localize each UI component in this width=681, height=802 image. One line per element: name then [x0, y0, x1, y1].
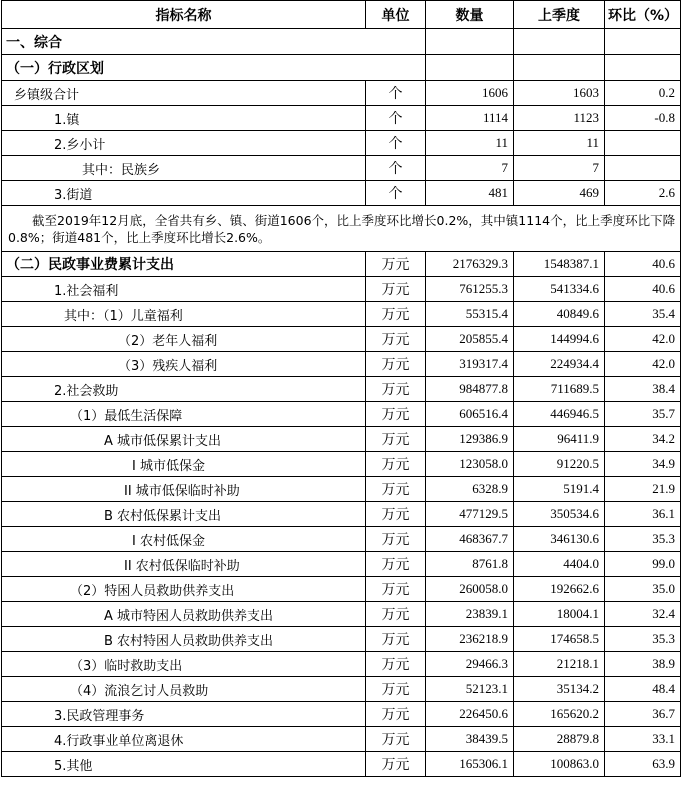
row-name: 其中：（1）儿童福利 [2, 302, 366, 327]
row-qty: 6328.9 [426, 477, 514, 502]
row-ratio: 48.4 [605, 677, 681, 702]
row-prev: 469 [514, 181, 605, 206]
row-qty: 55315.4 [426, 302, 514, 327]
section-title: （二）民政事业费累计支出 [2, 252, 366, 277]
row-name: II 城市低保临时补助 [2, 477, 366, 502]
row-ratio: 2.6 [605, 181, 681, 206]
row-name: B 农村低保累计支出 [2, 502, 366, 527]
row-ratio: 35.3 [605, 527, 681, 552]
row-qty: 123058.0 [426, 452, 514, 477]
row-name: （2）老年人福利 [2, 327, 366, 352]
header-qty: 数量 [426, 1, 514, 29]
row-prev: 5191.4 [514, 477, 605, 502]
table-row [2, 727, 681, 752]
row-qty: 2176329.3 [426, 252, 514, 277]
row-ratio: -0.8 [605, 106, 681, 131]
row-name: 其中：民族乡 [2, 156, 366, 181]
row-name: （2）特困人员救助供养支出 [2, 577, 366, 602]
row-unit: 个 [366, 106, 426, 131]
table-row [2, 427, 681, 452]
table-row [2, 752, 681, 777]
table-row [2, 302, 681, 327]
row-unit: 万元 [366, 627, 426, 652]
row-prev: 541334.6 [514, 277, 605, 302]
table-row [2, 131, 681, 156]
row-prev: 1123 [514, 106, 605, 131]
row-name: 1.镇 [2, 106, 366, 131]
row-ratio: 63.9 [605, 752, 681, 777]
row-ratio: 36.7 [605, 702, 681, 727]
row-name: A 城市低保累计支出 [2, 427, 366, 452]
row-unit: 万元 [366, 552, 426, 577]
note-row [2, 206, 681, 252]
row-qty: 29466.3 [426, 652, 514, 677]
row-name: I 农村低保金 [2, 527, 366, 552]
row-qty: 984877.8 [426, 377, 514, 402]
row-qty: 11 [426, 131, 514, 156]
row-unit: 万元 [366, 477, 426, 502]
row-ratio: 34.9 [605, 452, 681, 477]
row-name: （4）流浪乞讨人员救助 [2, 677, 366, 702]
row-unit: 万元 [366, 727, 426, 752]
table-row [2, 377, 681, 402]
row-unit: 个 [366, 156, 426, 181]
row-unit: 个 [366, 81, 426, 106]
table-row [2, 156, 681, 181]
row-name: 3.街道 [2, 181, 366, 206]
table-row [2, 181, 681, 206]
row-prev: 96411.9 [514, 427, 605, 452]
table-row [2, 327, 681, 352]
row-unit: 万元 [366, 277, 426, 302]
table-row [2, 602, 681, 627]
row-qty: 8761.8 [426, 552, 514, 577]
row-name: 4.行政事业单位离退休 [2, 727, 366, 752]
row-name: （3）残疾人福利 [2, 352, 366, 377]
row-unit: 万元 [366, 252, 426, 277]
row-ratio: 35.7 [605, 402, 681, 427]
row-name: II 农村低保临时补助 [2, 552, 366, 577]
row-name: 2.社会救助 [2, 377, 366, 402]
row-qty: 761255.3 [426, 277, 514, 302]
row-unit: 万元 [366, 602, 426, 627]
table-body [2, 29, 681, 777]
row-name: 5.其他 [2, 752, 366, 777]
row-prev: 35134.2 [514, 677, 605, 702]
row-name: 1.社会福利 [2, 277, 366, 302]
table-row [2, 352, 681, 377]
row-qty: 481 [426, 181, 514, 206]
row-prev: 18004.1 [514, 602, 605, 627]
row-prev: 446946.5 [514, 402, 605, 427]
row-prev: 1603 [514, 81, 605, 106]
row-prev: 100863.0 [514, 752, 605, 777]
row-name: （1）最低生活保障 [2, 402, 366, 427]
row-name: I 城市低保金 [2, 452, 366, 477]
subsection-title: （一）行政区划 [2, 55, 366, 81]
table-row [2, 552, 681, 577]
section-row-expenditure [2, 252, 681, 277]
row-name: 3.民政管理事务 [2, 702, 366, 727]
section-title: 一、综合 [2, 29, 366, 55]
row-ratio: 35.0 [605, 577, 681, 602]
row-name: 2.乡小计 [2, 131, 366, 156]
header-unit: 单位 [366, 1, 426, 29]
table-row [2, 502, 681, 527]
row-unit: 万元 [366, 652, 426, 677]
row-qty: 260058.0 [426, 577, 514, 602]
row-ratio: 36.1 [605, 502, 681, 527]
header-ratio: 环比（%） [605, 1, 681, 29]
row-ratio: 42.0 [605, 352, 681, 377]
row-unit: 万元 [366, 502, 426, 527]
row-ratio [605, 131, 681, 156]
row-unit: 万元 [366, 577, 426, 602]
row-prev: 7 [514, 156, 605, 181]
row-name: 乡镇级合计 [2, 81, 366, 106]
row-qty: 1114 [426, 106, 514, 131]
blank-cell [426, 29, 514, 55]
row-ratio: 21.9 [605, 477, 681, 502]
row-name: B 农村特困人员救助供养支出 [2, 627, 366, 652]
row-prev: 11 [514, 131, 605, 156]
header-row [2, 1, 681, 29]
row-prev: 40849.6 [514, 302, 605, 327]
blank-cell [514, 55, 605, 81]
table-row [2, 402, 681, 427]
row-unit: 万元 [366, 327, 426, 352]
section-row-general [2, 29, 681, 55]
row-qty: 236218.9 [426, 627, 514, 652]
row-ratio: 35.3 [605, 627, 681, 652]
row-unit: 万元 [366, 452, 426, 477]
row-prev: 1548387.1 [514, 252, 605, 277]
row-ratio: 40.6 [605, 252, 681, 277]
row-unit: 万元 [366, 377, 426, 402]
row-prev: 165620.2 [514, 702, 605, 727]
table-row [2, 677, 681, 702]
blank-cell [605, 55, 681, 81]
subsection-row-admin [2, 55, 681, 81]
row-prev: 174658.5 [514, 627, 605, 652]
table-row [2, 652, 681, 677]
header-prev: 上季度 [514, 1, 605, 29]
row-unit: 万元 [366, 702, 426, 727]
row-name: （3）临时救助支出 [2, 652, 366, 677]
row-ratio: 38.9 [605, 652, 681, 677]
row-qty: 23839.1 [426, 602, 514, 627]
row-qty: 468367.7 [426, 527, 514, 552]
row-ratio: 40.6 [605, 277, 681, 302]
statistics-table [1, 0, 681, 777]
row-prev: 4404.0 [514, 552, 605, 577]
row-unit: 万元 [366, 302, 426, 327]
row-ratio: 38.4 [605, 377, 681, 402]
table-row [2, 81, 681, 106]
row-ratio [605, 156, 681, 181]
row-unit: 万元 [366, 352, 426, 377]
table-row [2, 527, 681, 552]
row-ratio: 33.1 [605, 727, 681, 752]
row-qty: 52123.1 [426, 677, 514, 702]
table-row [2, 106, 681, 131]
row-prev: 192662.6 [514, 577, 605, 602]
table-row [2, 277, 681, 302]
table-row [2, 477, 681, 502]
blank-cell [366, 55, 426, 81]
row-prev: 346130.6 [514, 527, 605, 552]
row-prev: 224934.4 [514, 352, 605, 377]
blank-cell [605, 29, 681, 55]
table-row [2, 577, 681, 602]
row-prev: 21218.1 [514, 652, 605, 677]
row-unit: 个 [366, 131, 426, 156]
row-qty: 165306.1 [426, 752, 514, 777]
row-ratio: 34.2 [605, 427, 681, 452]
row-qty: 38439.5 [426, 727, 514, 752]
row-ratio: 99.0 [605, 552, 681, 577]
row-qty: 1606 [426, 81, 514, 106]
row-unit: 万元 [366, 402, 426, 427]
row-qty: 205855.4 [426, 327, 514, 352]
row-prev: 28879.8 [514, 727, 605, 752]
row-unit: 万元 [366, 527, 426, 552]
row-prev: 350534.6 [514, 502, 605, 527]
blank-cell [514, 29, 605, 55]
row-prev: 144994.6 [514, 327, 605, 352]
row-ratio: 0.2 [605, 81, 681, 106]
table-row [2, 627, 681, 652]
row-unit: 个 [366, 181, 426, 206]
row-name: A 城市特困人员救助供养支出 [2, 602, 366, 627]
row-qty: 129386.9 [426, 427, 514, 452]
row-prev: 91220.5 [514, 452, 605, 477]
row-ratio: 35.4 [605, 302, 681, 327]
blank-cell [366, 29, 426, 55]
header-name: 指标名称 [2, 1, 366, 29]
row-qty: 606516.4 [426, 402, 514, 427]
row-qty: 319317.4 [426, 352, 514, 377]
row-qty: 7 [426, 156, 514, 181]
row-qty: 226450.6 [426, 702, 514, 727]
table-row [2, 702, 681, 727]
row-ratio: 32.4 [605, 602, 681, 627]
blank-cell [426, 55, 514, 81]
row-unit: 万元 [366, 752, 426, 777]
row-unit: 万元 [366, 677, 426, 702]
summary-note: 截至2019年12月底，全省共有乡、镇、街道1606个，比上季度环比增长0.2%，其中镇1114个，比上季度环比下降0.8%；街道481个，比上季度环比增长2.6%。 [2, 206, 681, 252]
row-prev: 711689.5 [514, 377, 605, 402]
row-qty: 477129.5 [426, 502, 514, 527]
table-row [2, 452, 681, 477]
row-unit: 万元 [366, 427, 426, 452]
row-ratio: 42.0 [605, 327, 681, 352]
